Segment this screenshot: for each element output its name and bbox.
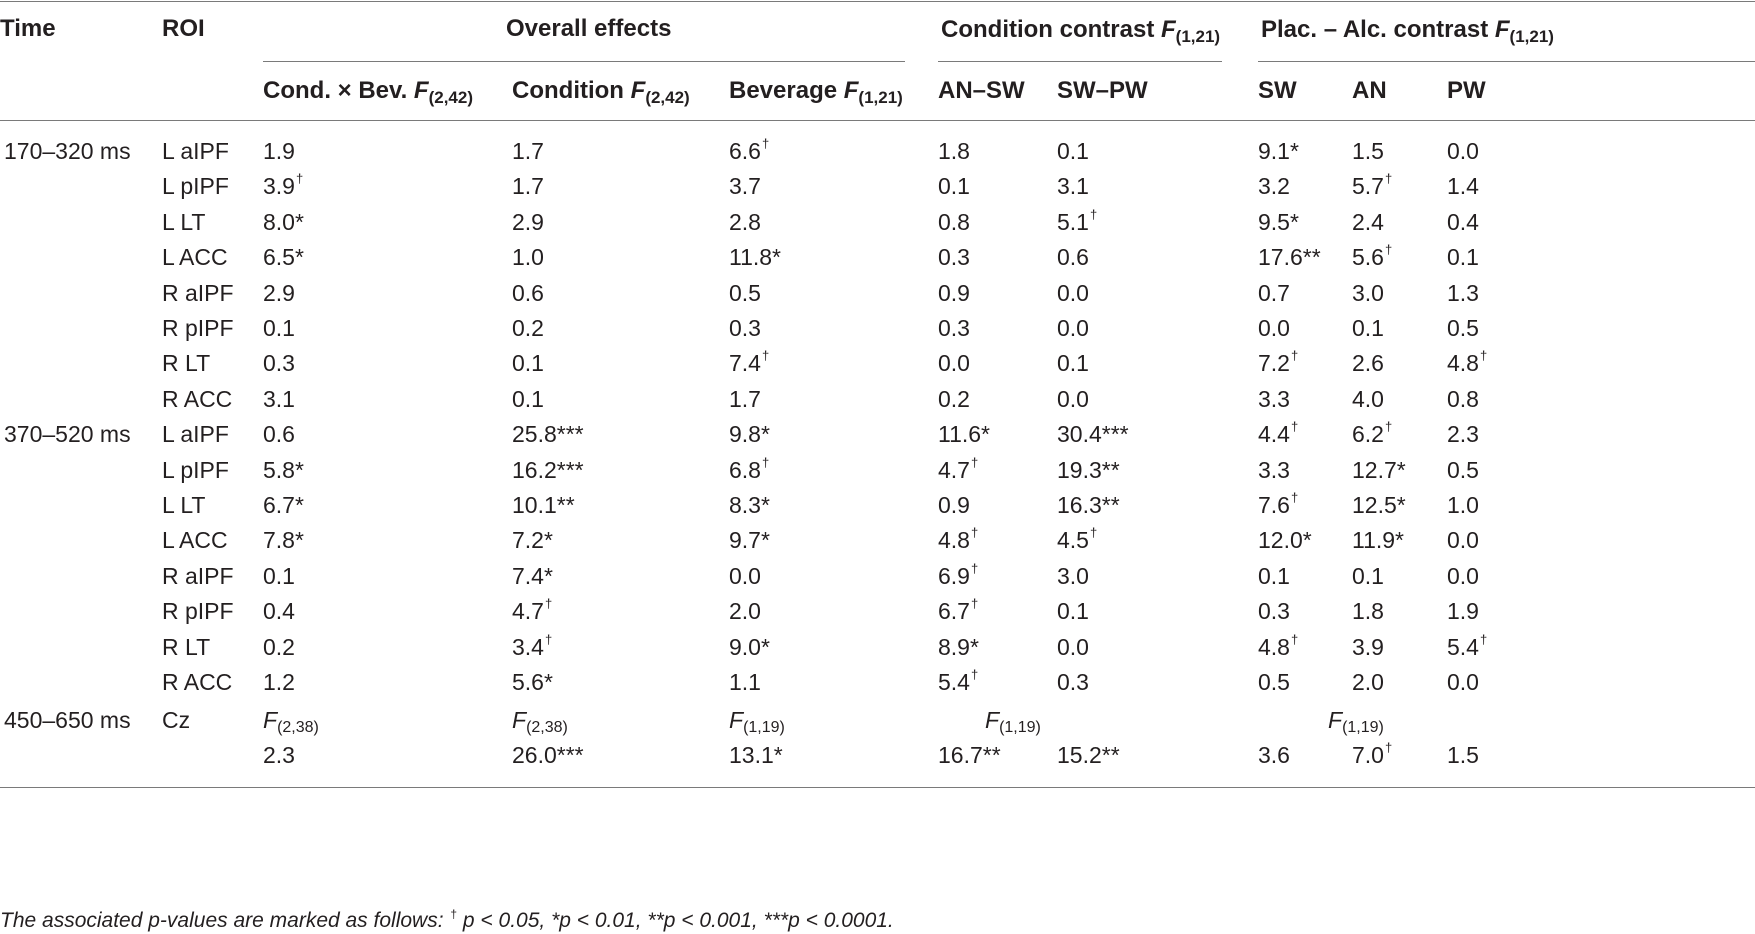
table-cell: 15.2**	[1057, 742, 1120, 768]
table-cell: 7.6†	[1258, 490, 1299, 518]
roi-label: L aIPF	[162, 138, 229, 164]
df-label: $F_{(1,19)}$	[985, 707, 1041, 736]
table-cell: 7.4†	[729, 348, 770, 377]
roi-label: L LT	[162, 492, 206, 518]
table-cell: 1.0	[512, 244, 544, 271]
table-cell: 6.5*	[263, 244, 304, 271]
table-cell: 0.0	[1057, 385, 1089, 412]
roi-label: R ACC	[162, 669, 233, 695]
table-cell: 3.1	[1057, 173, 1089, 200]
table-cell: 0.9	[938, 279, 970, 306]
roi-label: R LT	[162, 350, 211, 377]
table-cell: 2.0	[1352, 669, 1384, 695]
table-cell: 0.9	[938, 492, 970, 518]
table-cell: 8.9*	[938, 633, 979, 660]
table-cell: 6.8†	[729, 454, 770, 483]
table-cell: 16.7**	[938, 742, 1001, 768]
df-label: $F_{(1,19)}$	[729, 707, 785, 736]
header-pw: PW	[1447, 77, 1486, 104]
table-cell: 7.4*	[512, 562, 553, 589]
table-cell: 5.4†	[938, 667, 979, 695]
table-cell: 3.1	[263, 385, 295, 412]
header-rule	[0, 120, 1755, 121]
table-cell: 2.4	[1352, 208, 1384, 235]
table-cell: 0.3	[938, 244, 970, 271]
table-cell: 0.4	[1447, 208, 1479, 235]
table-cell: 0.1	[263, 562, 295, 589]
table-cell: 0.3	[1057, 669, 1089, 695]
table-cell: 0.1	[938, 173, 970, 200]
table-cell: 7.0†	[1352, 740, 1393, 768]
table-cell: 8.3*	[729, 492, 770, 518]
table-cell: 11.8*	[729, 244, 782, 271]
table-cell: 1.8	[1352, 598, 1384, 625]
table-cell: 3.0	[1352, 279, 1384, 306]
table-cell: 0.5	[1447, 315, 1479, 341]
table-cell: 0.1	[1057, 138, 1089, 164]
table-cell: 1.5	[1447, 742, 1479, 768]
header-roi: ROI	[162, 15, 205, 42]
header-plac-alc-contrast: Plac. – Alc. contrast $F_{(1,21)}$	[1261, 16, 1554, 46]
table-cell: 6.7*	[263, 492, 304, 518]
roi-label: R ACC	[162, 385, 233, 412]
table-cell: 0.8	[1447, 385, 1479, 412]
df-label: $F_{(2,38)}$	[263, 707, 319, 736]
table-cell: 3.2	[1258, 173, 1290, 200]
table-cell: 2.3	[1447, 421, 1479, 448]
time-window-label: 450–650 ms	[4, 707, 131, 733]
header-cond-bev: Cond. × Bev. $F_{(2,42)}$	[263, 77, 474, 107]
header-an-sw: AN–SW	[938, 77, 1025, 104]
table-cell: 0.0	[1447, 562, 1479, 589]
table-cell: 7.2†	[1258, 348, 1299, 377]
table-cell: 3.3	[1258, 456, 1290, 483]
table-cell: 0.6	[1057, 244, 1089, 271]
table-cell: 16.2***	[512, 456, 584, 483]
roi-label: L ACC	[162, 244, 228, 271]
table-cell: 4.0	[1352, 385, 1384, 412]
roi-label: L aIPF	[162, 421, 229, 448]
roi-label: R aIPF	[162, 279, 234, 306]
table-cell: 2.3	[263, 742, 295, 768]
table-cell: 6.6†	[729, 136, 770, 164]
table-cell: 10.1**	[512, 492, 575, 518]
df-label: $F_{(1,19)}$	[1328, 707, 1384, 736]
table-cell: 1.1	[729, 669, 761, 695]
table-cell: 12.5*	[1352, 492, 1406, 518]
table-cell: 3.3	[1258, 385, 1290, 412]
table-cell: 4.7†	[512, 596, 553, 625]
table-cell: 3.7	[729, 173, 761, 200]
roi-label: R pIPF	[162, 315, 234, 341]
table-cell: 1.0	[1447, 492, 1479, 518]
table-cell: 5.7†	[1352, 171, 1393, 200]
table-cell: 0.2	[512, 315, 544, 341]
table-cell: 3.6	[1258, 742, 1290, 768]
table-cell: 6.9†	[938, 560, 979, 589]
top-rule	[0, 1, 1755, 2]
df-label: $F_{(2,38)}$	[512, 707, 568, 736]
table-cell: 0.4	[263, 598, 295, 625]
header-beverage: Beverage $F_{(1,21)}$	[729, 77, 903, 107]
table-cell: 5.6*	[512, 669, 553, 695]
table-cell: 1.4	[1447, 173, 1479, 200]
table-cell: 6.2†	[1352, 419, 1393, 448]
table-cell: 1.7	[512, 173, 544, 200]
table-cell: 3.9	[1352, 633, 1384, 660]
table-cell: 0.0	[1258, 315, 1290, 341]
table-cell: 17.6**	[1258, 244, 1321, 271]
table-cell: 0.1	[512, 385, 544, 412]
table-cell: 0.3	[1258, 598, 1290, 625]
table-cell: 0.8	[938, 208, 970, 235]
table-cell: 0.1	[1258, 562, 1290, 589]
table-cell: 6.7†	[938, 596, 979, 625]
table-cell: 0.5	[1447, 456, 1479, 483]
table-cell: 5.6†	[1352, 242, 1393, 271]
table-cell: 2.9	[512, 208, 544, 235]
header-sw: SW	[1258, 77, 1297, 104]
header-overall-effects: Overall effects	[506, 15, 672, 42]
table-cell: 1.5	[1352, 138, 1384, 164]
table-cell: 2.9	[263, 279, 295, 306]
table-cell: 5.8*	[263, 456, 304, 483]
table-cell: 0.3	[263, 350, 295, 377]
overall-effects-rule	[263, 61, 905, 62]
roi-label: R LT	[162, 633, 211, 660]
table-cell: 9.8*	[729, 421, 770, 448]
table-cell: 2.8	[729, 208, 761, 235]
table-cell: 8.0*	[263, 208, 304, 235]
table-cell: 0.1	[512, 350, 544, 377]
roi-label: L pIPF	[162, 173, 229, 200]
table-cell: 3.9†	[263, 171, 304, 200]
table-footnote: The associated p-values are marked as follows: † p < 0.05, *p < 0.01, **p < 0.001, ***p < 0.0001.	[0, 907, 894, 932]
roi-label: L ACC	[162, 527, 228, 554]
table-cell: 5.1†	[1057, 206, 1098, 235]
table-cell: 0.3	[729, 315, 761, 341]
table-cell: 13.1*	[729, 742, 783, 768]
table-cell: 0.0	[1447, 527, 1479, 554]
table-cell: 11.6*	[938, 421, 991, 448]
table-cell: 9.0*	[729, 633, 770, 660]
table-cell: 0.2	[263, 633, 295, 660]
roi-label: Cz	[162, 707, 191, 733]
header-sw-pw: SW–PW	[1057, 77, 1148, 104]
plac-alc-contrast-rule	[1258, 61, 1755, 62]
table-cell: 0.1	[1352, 562, 1384, 589]
roi-label: R aIPF	[162, 562, 234, 589]
table-cell: 9.5*	[1258, 208, 1299, 235]
time-window-label: 370–520 ms	[4, 421, 131, 448]
table-cell: 3.4†	[512, 631, 553, 660]
table-cell: 30.4***	[1057, 421, 1129, 448]
table-cell: 1.2	[263, 669, 295, 695]
table-cell: 5.4†	[1447, 631, 1488, 660]
table-cell: 3.0	[1057, 562, 1089, 589]
table-cell: 0.0	[1447, 138, 1479, 164]
table-cell: 9.1*	[1258, 138, 1299, 164]
table-cell: 0.0	[1447, 669, 1479, 695]
table-cell: 0.1	[1057, 598, 1089, 625]
roi-label: R pIPF	[162, 598, 234, 625]
table-cell: 1.9	[263, 138, 295, 164]
header-condition: Condition $F_{(2,42)}$	[512, 77, 690, 107]
table-cell: 0.0	[938, 350, 970, 377]
table-cell: 0.5	[1258, 669, 1290, 695]
table-cell: 0.0	[729, 562, 761, 589]
table-cell: 0.1	[263, 315, 295, 341]
condition-contrast-rule	[938, 61, 1222, 62]
table-cell: 1.8	[938, 138, 970, 164]
header-an: AN	[1352, 77, 1387, 104]
table-cell: 4.7†	[938, 454, 979, 483]
table-cell: 25.8***	[512, 421, 584, 448]
table-cell: 7.2*	[512, 527, 553, 554]
table-cell: 1.9	[1447, 598, 1479, 625]
table-cell: 1.3	[1447, 279, 1479, 306]
table-cell: 19.3**	[1057, 456, 1120, 483]
table-cell: 4.8†	[1258, 631, 1299, 660]
time-window-label: 170–320 ms	[4, 138, 131, 164]
table-cell: 0.0	[1057, 279, 1089, 306]
table-cell: 9.7*	[729, 527, 770, 554]
bottom-rule	[0, 787, 1755, 788]
table-cell: 0.1	[1447, 244, 1479, 271]
table-cell: 0.3	[938, 315, 970, 341]
table-cell: 4.4†	[1258, 419, 1299, 448]
table-cell: 4.5†	[1057, 525, 1098, 554]
table-cell: 0.7	[1258, 279, 1290, 306]
table-cell: 0.0	[1057, 633, 1089, 660]
table-cell: 1.7	[729, 385, 761, 412]
table-cell: 0.6	[512, 279, 544, 306]
table-cell: 0.5	[729, 279, 761, 306]
table-cell: 11.9*	[1352, 527, 1405, 554]
table-cell: 0.6	[263, 421, 295, 448]
table-cell: 0.1	[1057, 350, 1089, 377]
table-cell: 16.3**	[1057, 492, 1120, 518]
table-cell: 1.7	[512, 138, 544, 164]
table-cell: 0.0	[1057, 315, 1089, 341]
table-cell: 0.1	[1352, 315, 1384, 341]
table-cell: 26.0***	[512, 742, 584, 768]
table-cell: 4.8†	[938, 525, 979, 554]
header-condition-contrast: Condition contrast $F_{(1,21)}$	[941, 16, 1221, 46]
roi-label: L LT	[162, 208, 206, 235]
table-cell: 2.6	[1352, 350, 1384, 377]
roi-label: L pIPF	[162, 456, 229, 483]
table-cell: 12.0*	[1258, 527, 1312, 554]
table-cell: 2.0	[729, 598, 761, 625]
table-cell: 12.7*	[1352, 456, 1406, 483]
table-cell: 0.2	[938, 385, 970, 412]
table-cell: 4.8†	[1447, 348, 1488, 377]
table-cell: 7.8*	[263, 527, 304, 554]
header-time: Time	[0, 15, 56, 42]
